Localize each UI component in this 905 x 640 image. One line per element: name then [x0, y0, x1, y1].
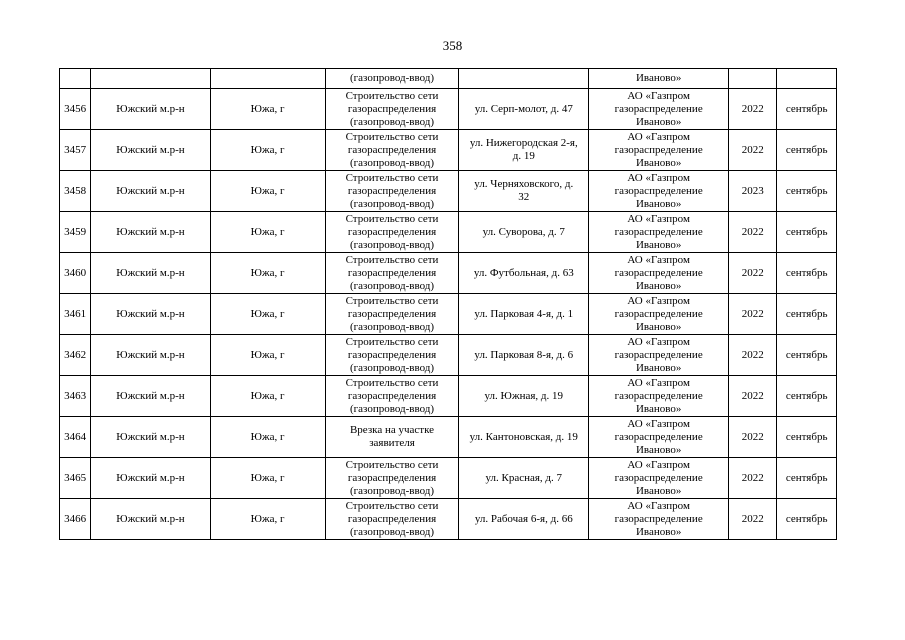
- cell-locality: Южа, г: [210, 376, 325, 417]
- cell-district: Южский м.р-н: [91, 376, 210, 417]
- cell-num: 3457: [60, 130, 91, 171]
- cell-num: 3456: [60, 89, 91, 130]
- cell-work-type-line: газораспределения: [347, 389, 437, 402]
- cell-address-line: 32: [518, 191, 530, 203]
- cell-work-type-line: Врезка на участке: [349, 424, 435, 436]
- cell-organization: [589, 212, 729, 253]
- table-row: [60, 253, 837, 294]
- cell-work-type-line: (газопровод-ввод): [349, 320, 435, 333]
- table-row: [60, 376, 837, 417]
- cell-num: [60, 69, 91, 89]
- cell-num: 3465: [60, 458, 91, 499]
- cell-organization: Иваново»: [589, 69, 729, 89]
- cell-work-type: [325, 335, 459, 376]
- cell-organization-line: АО «Газпром: [627, 212, 690, 225]
- cell-work-type-line: газораспределения: [347, 225, 437, 238]
- cell-district: [91, 69, 210, 89]
- cell-work-type-line: газораспределения: [347, 102, 437, 115]
- cell-address: [459, 376, 589, 417]
- cell-month: сентябрь: [777, 171, 837, 212]
- cell-locality: Южа, г: [210, 253, 325, 294]
- cell-locality: Южа, г: [210, 335, 325, 376]
- cell-work-type-line: Строительство сети: [345, 335, 439, 348]
- cell-year: 2022: [729, 417, 777, 458]
- cell-work-type-line: газораспределения: [347, 471, 437, 484]
- cell-work-type-line: (газопровод-ввод): [349, 279, 435, 292]
- cell-num: 3460: [60, 253, 91, 294]
- cell-work-type: [325, 130, 459, 171]
- cell-organization-line: АО «Газпром: [627, 417, 690, 430]
- cell-organization-line: Иваново»: [635, 484, 682, 497]
- cell-organization: [589, 417, 729, 458]
- cell-locality: Южа, г: [210, 294, 325, 335]
- cell-work-type-line: (газопровод-ввод): [349, 525, 435, 538]
- cell-work-type-line: Строительство сети: [345, 499, 439, 512]
- cell-organization-line: Иваново»: [635, 402, 682, 415]
- cell-num: 3459: [60, 212, 91, 253]
- cell-work-type-line: (газопровод-ввод): [349, 238, 435, 251]
- cell-district: Южский м.р-н: [91, 335, 210, 376]
- cell-organization-line: АО «Газпром: [627, 171, 690, 184]
- cell-num: 3464: [60, 417, 91, 458]
- cell-work-type: [325, 294, 459, 335]
- cell-num: 3462: [60, 335, 91, 376]
- table-row: [60, 458, 837, 499]
- cell-year: [729, 69, 777, 89]
- cell-work-type-line: газораспределения: [347, 348, 437, 361]
- cell-address: [459, 335, 589, 376]
- cell-organization-line: Иваново»: [635, 197, 682, 210]
- cell-organization: [589, 89, 729, 130]
- cell-organization: [589, 294, 729, 335]
- cell-address-line: ул. Рабочая 6-я, д. 66: [474, 512, 573, 525]
- table-row: [60, 212, 837, 253]
- continuation-row: [60, 69, 837, 89]
- page-number: 358: [442, 38, 463, 53]
- cell-locality: [210, 69, 325, 89]
- cell-organization: [589, 376, 729, 417]
- cell-organization-line: Иваново»: [635, 361, 682, 374]
- cell-organization: [589, 458, 729, 499]
- cell-work-type-line: Строительство сети: [345, 294, 439, 307]
- cell-work-type: [325, 212, 459, 253]
- cell-work-type-line: Строительство сети: [345, 130, 439, 143]
- cell-month: сентябрь: [777, 335, 837, 376]
- cell-address-line: ул. Суворова, д. 7: [482, 225, 565, 238]
- cell-work-type: [325, 253, 459, 294]
- cell-organization-line: газораспределение: [614, 389, 703, 402]
- cell-address: [459, 89, 589, 130]
- cell-work-type-line: Строительство сети: [345, 376, 439, 389]
- cell-num: 3461: [60, 294, 91, 335]
- cell-month: сентябрь: [777, 212, 837, 253]
- cell-address: [459, 212, 589, 253]
- cell-organization-line: Иваново»: [635, 525, 682, 538]
- cell-organization-line: Иваново»: [635, 238, 682, 251]
- cell-address: [459, 417, 589, 458]
- cell-work-type-line: газораспределения: [347, 184, 437, 197]
- cell-work-type: [325, 171, 459, 212]
- cell-year: 2022: [729, 294, 777, 335]
- cell-organization-line: Иваново»: [635, 115, 682, 128]
- cell-address-line: ул. Нижегородская 2-я,: [469, 137, 578, 149]
- cell-district: Южский м.р-н: [91, 89, 210, 130]
- gasification-table: [59, 68, 837, 540]
- cell-address-line: ул. Кантоновская, д. 19: [469, 430, 578, 443]
- cell-year: 2022: [729, 376, 777, 417]
- cell-organization-line: АО «Газпром: [627, 376, 690, 389]
- cell-district: Южский м.р-н: [91, 253, 210, 294]
- cell-district: Южский м.р-н: [91, 294, 210, 335]
- cell-work-type-line: заявителя: [369, 437, 415, 449]
- cell-year: 2022: [729, 335, 777, 376]
- table-row: [60, 130, 837, 171]
- cell-address-line: ул. Южная, д. 19: [484, 389, 564, 402]
- cell-organization-line: газораспределение: [614, 512, 703, 525]
- table-body: [60, 69, 837, 540]
- cell-organization-line: газораспределение: [614, 225, 703, 238]
- cell-organization-line: газораспределение: [614, 307, 703, 320]
- cell-address-line: ул. Парковая 4-я, д. 1: [474, 307, 574, 320]
- cell-month: сентябрь: [777, 89, 837, 130]
- cell-organization-line: АО «Газпром: [627, 499, 690, 512]
- cell-year: 2022: [729, 212, 777, 253]
- cell-organization-line: газораспределение: [614, 348, 703, 361]
- cell-organization-line: АО «Газпром: [627, 458, 690, 471]
- cell-work-type: [325, 499, 459, 540]
- cell-organization: [589, 253, 729, 294]
- cell-address: [459, 253, 589, 294]
- cell-locality: Южа, г: [210, 89, 325, 130]
- cell-work-type-line: (газопровод-ввод): [349, 484, 435, 497]
- cell-work-type-line: (газопровод-ввод): [349, 402, 435, 415]
- cell-organization-line: газораспределение: [614, 471, 703, 484]
- cell-address-line: ул. Футбольная, д. 63: [473, 266, 574, 279]
- cell-month: сентябрь: [777, 499, 837, 540]
- cell-organization: [589, 130, 729, 171]
- cell-work-type: (газопровод-ввод): [325, 69, 459, 89]
- cell-organization: [589, 335, 729, 376]
- cell-district: Южский м.р-н: [91, 499, 210, 540]
- cell-locality: Южа, г: [210, 458, 325, 499]
- cell-organization-line: газораспределение: [614, 102, 703, 115]
- cell-year: 2022: [729, 253, 777, 294]
- cell-address: [459, 458, 589, 499]
- cell-district: Южский м.р-н: [91, 417, 210, 458]
- cell-organization-line: газораспределение: [614, 143, 703, 156]
- cell-month: сентябрь: [777, 417, 837, 458]
- cell-organization-line: АО «Газпром: [627, 130, 690, 143]
- cell-address: [459, 499, 589, 540]
- cell-work-type-line: Строительство сети: [345, 253, 439, 266]
- cell-organization: [589, 171, 729, 212]
- cell-locality: Южа, г: [210, 417, 325, 458]
- cell-num: 3463: [60, 376, 91, 417]
- cell-address-line: ул. Серп-молот, д. 47: [474, 102, 573, 115]
- cell-organization-line: АО «Газпром: [627, 89, 690, 102]
- cell-work-type-line: (газопровод-ввод): [349, 156, 435, 169]
- cell-district: Южский м.р-н: [91, 458, 210, 499]
- cell-month: сентябрь: [777, 376, 837, 417]
- cell-address: [459, 130, 589, 171]
- cell-num: 3466: [60, 499, 91, 540]
- cell-district: Южский м.р-н: [91, 130, 210, 171]
- cell-locality: Южа, г: [210, 212, 325, 253]
- table-row: [60, 335, 837, 376]
- table-row: [60, 294, 837, 335]
- cell-address-line: ул. Красная, д. 7: [485, 471, 563, 484]
- cell-work-type-line: Строительство сети: [345, 171, 439, 184]
- cell-organization-line: Иваново»: [635, 279, 682, 292]
- cell-address-line: ул. Парковая 8-я, д. 6: [474, 348, 574, 361]
- cell-organization-line: газораспределение: [614, 430, 703, 443]
- cell-address-line: д. 19: [512, 150, 535, 162]
- cell-work-type: [325, 458, 459, 499]
- cell-work-type-line: газораспределения: [347, 512, 437, 525]
- cell-address: [459, 69, 589, 89]
- cell-month: [777, 69, 837, 89]
- cell-year: 2022: [729, 458, 777, 499]
- cell-work-type-line: газораспределения: [347, 143, 437, 156]
- table-row: [60, 499, 837, 540]
- cell-work-type-line: Строительство сети: [345, 458, 439, 471]
- cell-organization-line: Иваново»: [635, 156, 682, 169]
- cell-work-type-line: Строительство сети: [345, 89, 439, 102]
- table-row: [60, 417, 837, 458]
- table-row: [60, 171, 837, 212]
- cell-work-type: [325, 417, 459, 458]
- cell-work-type-line: газораспределения: [347, 266, 437, 279]
- cell-work-type-line: (газопровод-ввод): [349, 361, 435, 374]
- cell-district: Южский м.р-н: [91, 212, 210, 253]
- cell-month: сентябрь: [777, 130, 837, 171]
- cell-address-line: ул. Черняховского, д.: [474, 178, 574, 190]
- cell-organization-line: Иваново»: [635, 443, 682, 456]
- cell-work-type-line: газораспределения: [347, 307, 437, 320]
- cell-work-type: [325, 376, 459, 417]
- cell-month: сентябрь: [777, 294, 837, 335]
- cell-district: Южский м.р-н: [91, 171, 210, 212]
- cell-year: 2022: [729, 130, 777, 171]
- cell-locality: Южа, г: [210, 130, 325, 171]
- cell-organization-line: АО «Газпром: [627, 335, 690, 348]
- cell-locality: Южа, г: [210, 499, 325, 540]
- cell-work-type: [325, 89, 459, 130]
- cell-organization: [589, 499, 729, 540]
- cell-address: [459, 171, 589, 212]
- cell-work-type-line: (газопровод-ввод): [349, 115, 435, 128]
- cell-num: 3458: [60, 171, 91, 212]
- cell-work-type-line: (газопровод-ввод): [349, 197, 435, 210]
- cell-organization-line: газораспределение: [614, 266, 703, 279]
- cell-address: [459, 294, 589, 335]
- cell-month: сентябрь: [777, 458, 837, 499]
- cell-organization-line: АО «Газпром: [627, 253, 690, 266]
- cell-organization-line: Иваново»: [635, 320, 682, 333]
- cell-work-type-line: Строительство сети: [345, 212, 439, 225]
- cell-organization-line: АО «Газпром: [627, 294, 690, 307]
- cell-organization-line: газораспределение: [614, 184, 703, 197]
- cell-month: сентябрь: [777, 253, 837, 294]
- cell-year: 2022: [729, 89, 777, 130]
- cell-locality: Южа, г: [210, 171, 325, 212]
- table-row: [60, 89, 837, 130]
- cell-year: 2022: [729, 499, 777, 540]
- cell-year: 2023: [729, 171, 777, 212]
